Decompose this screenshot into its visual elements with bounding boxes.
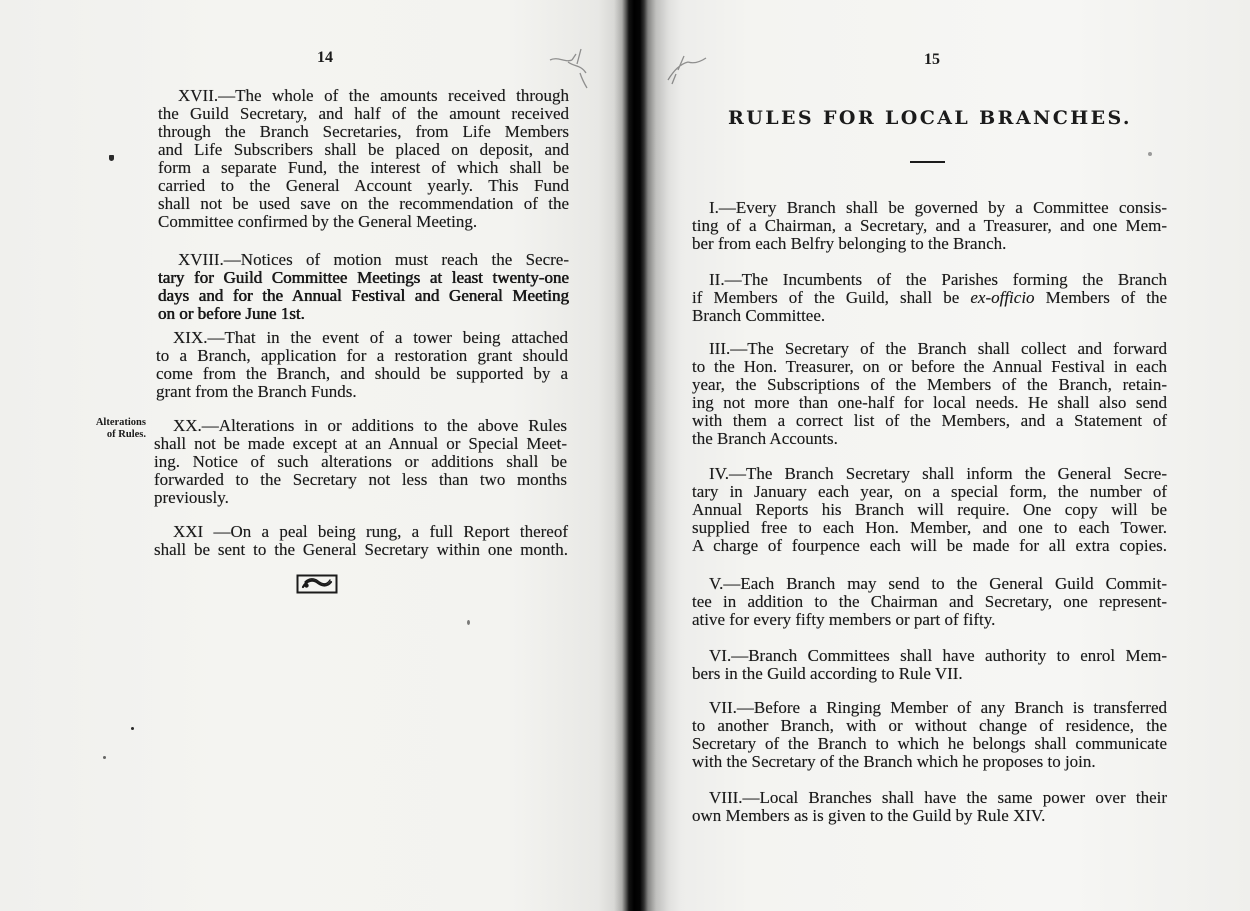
text-line: grant from the Branch Funds. xyxy=(156,382,357,401)
text-line: the Branch Accounts. xyxy=(692,429,838,448)
text-line: ative for every fifty members or part of fifty. xyxy=(692,610,996,629)
margin-note-line: of Rules. xyxy=(106,429,146,440)
text-line: ing. Notice of such alterations or additions shall be xyxy=(154,452,567,471)
text-line: III.—The Secretary of the Branch shall collect and forward xyxy=(709,339,1167,358)
paper-speck xyxy=(1148,152,1152,156)
rule-xxi xyxy=(154,523,568,559)
paper-speck xyxy=(467,620,470,625)
margin-note xyxy=(76,417,146,441)
rule-xvii xyxy=(158,87,569,231)
rule-i xyxy=(692,199,1167,253)
text-line: V.—Each Branch may send to the General Guild Commit- xyxy=(709,574,1167,593)
rule-xx xyxy=(154,417,567,507)
text-line: on or before June 1st. xyxy=(158,304,305,323)
text-line: XVII.—The whole of the amounts received through xyxy=(178,86,569,105)
text-line: the Guild Secretary, and half of the amount received xyxy=(158,104,569,123)
text-line: A charge of fourpence each will be made for all extra copies. xyxy=(692,536,1167,555)
right-page xyxy=(640,0,1250,911)
text-segment: if Members of the Guild, shall be xyxy=(692,288,971,307)
page-number: 15 xyxy=(924,51,940,68)
text-line: forwarded to the Secretary not less than two months xyxy=(154,470,567,489)
text-line xyxy=(692,289,1167,307)
rule-v xyxy=(692,575,1167,629)
text-line: shall not be used save on the recommendation of the xyxy=(158,194,569,213)
text-line: XVIII.—Notices of motion must reach the Secre- xyxy=(178,250,569,269)
text-line: tee in addition to the Chairman and Secretary, one represent- xyxy=(692,592,1167,611)
rule-viii xyxy=(692,789,1167,825)
text-line: IV.—The Branch Secretary shall inform the General Secre- xyxy=(709,464,1167,483)
text-line: and Life Subscribers shall be placed on deposit, and xyxy=(158,140,569,159)
text-line: come from the Branch, and should be supported by a xyxy=(156,364,568,383)
rule-ii xyxy=(692,271,1167,325)
rule-xviii xyxy=(158,251,569,323)
paper-speck xyxy=(109,155,114,161)
text-line: VI.—Branch Committees shall have authority to enrol Mem- xyxy=(709,646,1167,665)
rule-vii xyxy=(692,699,1167,771)
text-segment: Members of the xyxy=(1034,288,1167,307)
text-line: days and for the Annual Festival and General Meeting xyxy=(158,286,569,305)
rule-vi xyxy=(692,647,1167,683)
text-line: tary in January each year, on a special form, the number of xyxy=(692,482,1167,501)
paper-speck xyxy=(131,727,134,730)
text-line: with them a correct list of the Members, and a Statement of xyxy=(692,411,1167,430)
title-rule xyxy=(910,161,945,163)
text-line: II.—The Incumbents of the Parishes forming the Branch xyxy=(709,270,1167,289)
text-line: VIII.—Local Branches shall have the same power over their xyxy=(709,788,1167,807)
text-line: VII.—Before a Ringing Member of any Branch is transferred xyxy=(709,698,1167,717)
text-line: ing not more than one-half for local needs. He shall also send xyxy=(692,393,1167,412)
text-line: shall not be made except at an Annual or Special Meet- xyxy=(154,434,567,453)
text-line: to another Branch, with or without change of residence, the xyxy=(692,716,1167,735)
text-line: to the Hon. Treasurer, on or before the Annual Festival in each xyxy=(692,357,1167,376)
text-line: supplied free to each Hon. Member, and one to each Tower. xyxy=(692,518,1167,537)
text-line: Branch Committee. xyxy=(692,306,826,325)
text-line: shall be sent to the General Secretary within one month. xyxy=(154,540,568,559)
text-line: ting of a Chairman, a Secretary, and a Treasurer, and one Mem- xyxy=(692,216,1167,235)
text-line: bers in the Guild according to Rule VII. xyxy=(692,664,963,683)
text-line: I.—Every Branch shall be governed by a Committee consis- xyxy=(709,198,1167,217)
text-line: XXI —On a peal being rung, a full Report thereof xyxy=(173,522,568,541)
rule-iii xyxy=(692,340,1167,448)
text-line: form a separate Fund, the interest of which shall be xyxy=(158,158,569,177)
text-line: own Members as is given to the Guild by Rule XIV. xyxy=(692,806,1046,825)
rule-xix xyxy=(156,329,568,401)
text-line: through the Branch Secretaries, from Life Members xyxy=(158,122,569,141)
text-line: tary for Guild Committee Meetings at least twenty-one xyxy=(158,268,569,287)
margin-note-line: Alterations xyxy=(95,417,146,428)
paper-speck xyxy=(103,756,106,759)
text-line: ber from each Belfry belonging to the Branch. xyxy=(692,234,1007,253)
text-line: with the Secretary of the Branch which he proposes to join. xyxy=(692,752,1096,771)
paper-blemish xyxy=(546,44,594,90)
text-line: Committee confirmed by the General Meeting. xyxy=(158,212,478,231)
text-line: to a Branch, application for a restoration grant should xyxy=(156,346,568,365)
ornament-icon xyxy=(296,574,338,594)
text-line: carried to the General Account yearly. This Fund xyxy=(158,176,569,195)
page-number: 14 xyxy=(317,49,333,66)
text-line: previously. xyxy=(154,488,229,507)
text-line: year, the Subscriptions of the Members of the Branch, retain- xyxy=(692,375,1167,394)
text-line: XX.—Alterations in or additions to the above Rules xyxy=(173,416,567,435)
italic-term: ex-officio xyxy=(970,288,1035,307)
section-title: RULES FOR LOCAL BRANCHES. xyxy=(728,107,1132,129)
text-line: Secretary of the Branch to which he belongs shall communicate xyxy=(692,734,1167,753)
text-line: Annual Reports his Branch will require. One copy will be xyxy=(692,500,1167,519)
book-gutter-shadow xyxy=(598,0,682,911)
rule-iv xyxy=(692,465,1167,555)
text-line: XIX.—That in the event of a tower being attached xyxy=(173,328,568,347)
